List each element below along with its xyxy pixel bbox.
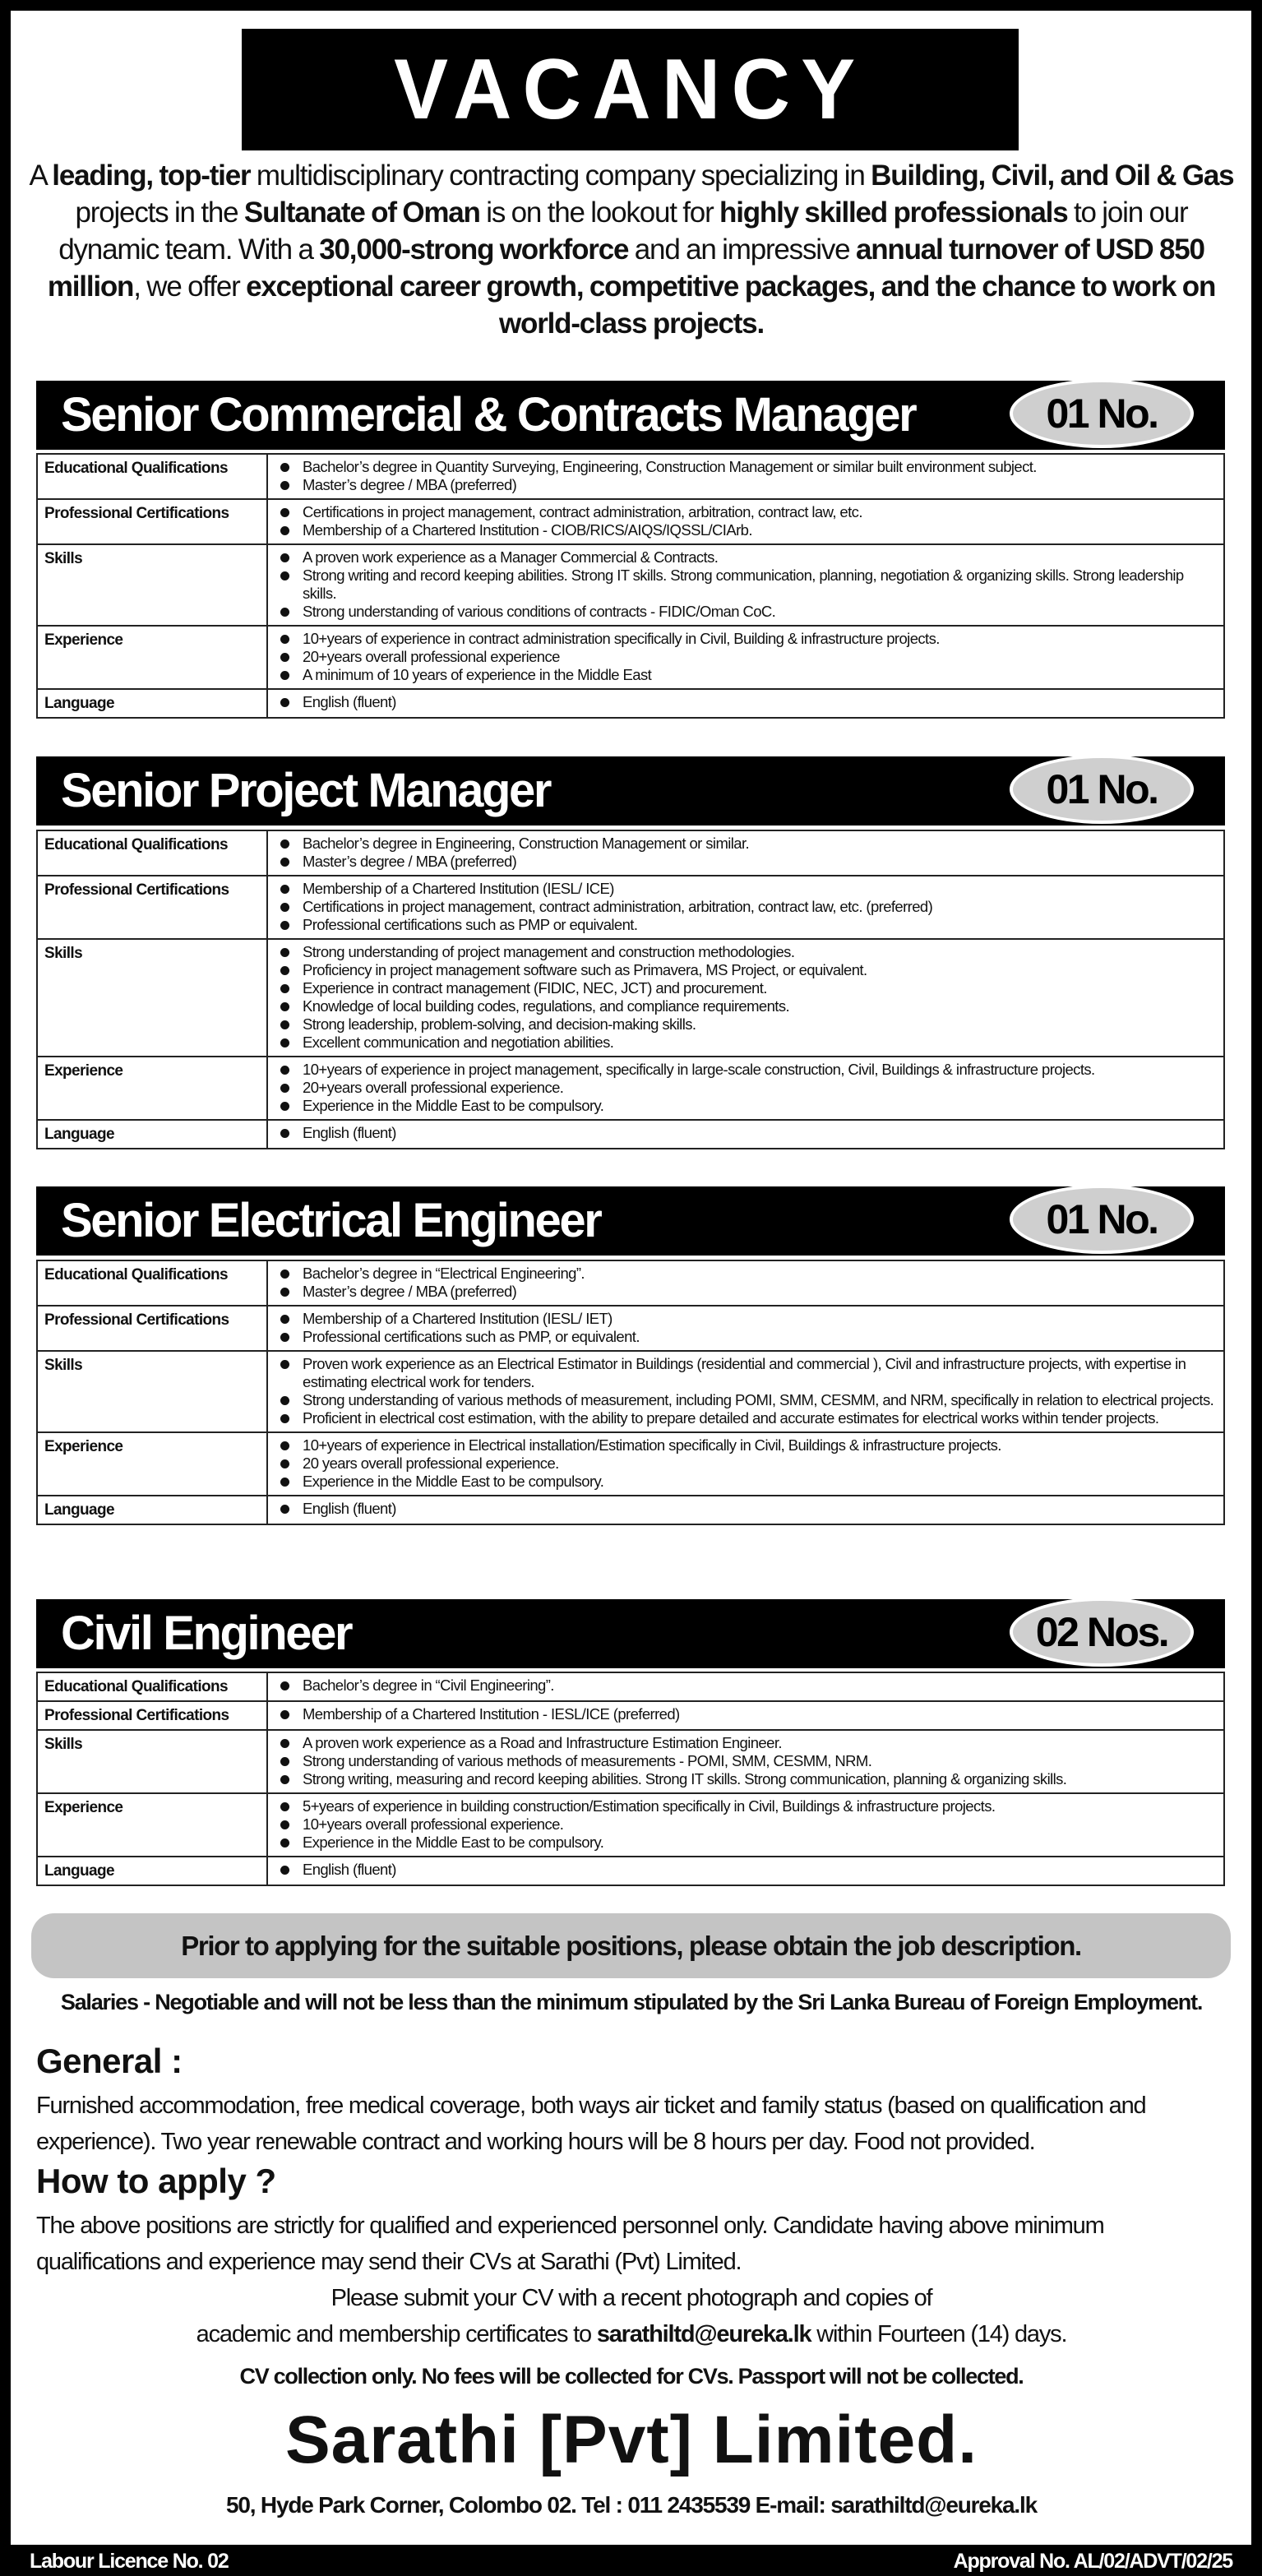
- requirement-content: [267, 1120, 1224, 1149]
- list-item: Membership of a Chartered Institution (IESL/ IET): [303, 1310, 1217, 1328]
- requirement-label: Language: [37, 689, 267, 718]
- list-item: Professional certifications such as PMP or equivalent.: [303, 916, 1217, 934]
- list-item: Experience in the Middle East to be compulsory.: [303, 1097, 1217, 1115]
- list-item: English (fluent): [303, 1124, 1217, 1142]
- list-item: Master’s degree / MBA (preferred): [303, 853, 1217, 871]
- list-item: A minimum of 10 years of experience in the Middle East: [303, 666, 1217, 684]
- intro-highlight: exceptional career growth, competitive packages, and the chance to work on world-class projects.: [246, 271, 1216, 340]
- list-item: English (fluent): [303, 1500, 1217, 1518]
- requirement-list: [275, 835, 1217, 871]
- list-item: A proven work experience as a Road and Infrastructure Estimation Engineer.: [303, 1734, 1217, 1752]
- list-item: 10+years overall professional experience.: [303, 1815, 1217, 1834]
- requirement-list: [275, 1355, 1217, 1427]
- requirement-list: [275, 943, 1217, 1052]
- list-item: 20 years overall professional experience.: [303, 1454, 1217, 1473]
- list-item: Bachelor’s degree in “Civil Engineering”.: [303, 1676, 1217, 1695]
- list-item: Proficient in electrical cost estimation, with the ability to prepare detailed and accurate estimates for electrical works within tender projects.: [303, 1409, 1217, 1427]
- job-title: Senior Commercial & Contracts Manager: [61, 388, 916, 442]
- requirement-list: [275, 1310, 1217, 1346]
- list-item: Strong understanding of project management and construction methodologies.: [303, 943, 1217, 961]
- list-item: Membership of a Chartered Institution - IESL/ICE (preferred): [303, 1705, 1217, 1723]
- notice-text: Prior to applying for the suitable positions, please obtain the job description.: [181, 1930, 1081, 1961]
- table-row: [37, 876, 1224, 939]
- requirement-label: Educational Qualifications: [37, 830, 267, 876]
- requirement-content: [267, 1306, 1224, 1351]
- requirement-label: Professional Certifications: [37, 1306, 267, 1351]
- requirement-content: [267, 876, 1224, 939]
- requirement-content: [267, 830, 1224, 876]
- requirement-label: Experience: [37, 1793, 267, 1857]
- requirement-label: Experience: [37, 626, 267, 689]
- list-item: Professional certifications such as PMP, or equivalent.: [303, 1328, 1217, 1346]
- table-row: [37, 544, 1224, 626]
- table-row: [37, 1057, 1224, 1120]
- requirement-content: [267, 1496, 1224, 1524]
- requirement-content: [267, 1857, 1224, 1885]
- list-item: Bachelor’s degree in Engineering, Construction Management or similar.: [303, 835, 1217, 853]
- intro-highlight: leading, top-tier: [52, 160, 251, 192]
- list-item: Certifications in project management, contract administration, arbitration, contract law, etc.: [303, 503, 1217, 521]
- requirement-list: [275, 458, 1217, 494]
- table-row: [37, 689, 1224, 718]
- table-row: [37, 1432, 1224, 1496]
- vacancy-title: VACANCY: [394, 41, 867, 137]
- intro-highlight: annual turnover of USD 850 million: [47, 234, 1204, 303]
- job-title: Senior Project Manager: [61, 764, 551, 817]
- intro-text: to join our dynamic team. With a: [58, 197, 1188, 266]
- requirement-list: [275, 1500, 1217, 1518]
- list-item: Strong understanding of various methods of measurement, including POMI, SMM, CESMM, and NRM, specifically in relation to electrical projects.: [303, 1391, 1217, 1409]
- requirement-content: [267, 1057, 1224, 1120]
- requirement-content: [267, 1793, 1224, 1857]
- intro-paragraph: [27, 157, 1236, 342]
- list-item: Proven work experience as an Electrical Estimator in Buildings (residential and commercial ), Civil and infrastructure projects, with expertise in estimating electrical work for tenders.: [303, 1355, 1217, 1391]
- requirement-content: [267, 1701, 1224, 1730]
- list-item: Knowledge of local building codes, regulations, and compliance requirements.: [303, 997, 1217, 1015]
- job-requirements-table: [36, 453, 1225, 719]
- requirement-label: Skills: [37, 939, 267, 1057]
- requirement-label: Skills: [37, 1351, 267, 1432]
- intro-text: projects in the: [75, 197, 244, 229]
- job-count-badge: 01 No.: [1010, 1185, 1194, 1254]
- requirement-label: Skills: [37, 544, 267, 626]
- list-item: Proficiency in project management software such as Primavera, MS Project, or equivalent.: [303, 961, 1217, 979]
- list-item: Master’s degree / MBA (preferred): [303, 1283, 1217, 1301]
- requirement-list: [275, 548, 1217, 621]
- list-item: Excellent communication and negotiation abilities.: [303, 1034, 1217, 1052]
- table-row: [37, 1306, 1224, 1351]
- list-item: Experience in the Middle East to be compulsory.: [303, 1473, 1217, 1491]
- submit-line-1: Please submit your CV with a recent photograph and copies of: [331, 2285, 932, 2311]
- list-item: Membership of a Chartered Institution (IESL/ ICE): [303, 880, 1217, 898]
- requirement-content: [267, 1351, 1224, 1432]
- requirement-content: [267, 544, 1224, 626]
- requirement-label: Professional Certifications: [37, 876, 267, 939]
- list-item: Strong understanding of various conditions of contracts - FIDIC/Oman CoC.: [303, 603, 1217, 621]
- requirement-label: Experience: [37, 1432, 267, 1496]
- labour-licence: Labour Licence No. 02: [30, 2550, 229, 2573]
- table-row: [37, 1120, 1224, 1149]
- requirement-list: [275, 1061, 1217, 1115]
- job-requirements-table: [36, 1260, 1225, 1525]
- requirement-list: [275, 503, 1217, 539]
- table-row: [37, 939, 1224, 1057]
- table-row: [37, 1730, 1224, 1793]
- approval-number: Approval No. AL/02/ADVT/02/25: [953, 2550, 1232, 2573]
- requirement-content: [267, 689, 1224, 718]
- requirement-label: Language: [37, 1496, 267, 1524]
- requirement-label: Language: [37, 1120, 267, 1149]
- requirement-list: [275, 880, 1217, 934]
- requirement-content: [267, 939, 1224, 1057]
- job-count-badge: 01 No.: [1010, 379, 1194, 448]
- cv-collection-note: CV collection only. No fees will be collected for CVs. Passport will not be collected.: [239, 2364, 1024, 2389]
- intro-highlight: Sultanate of Oman: [243, 197, 480, 229]
- list-item: Certifications in project management, contract administration, arbitration, contract law, etc. (preferred): [303, 898, 1217, 916]
- intro-text: is on the lookout for: [479, 197, 720, 229]
- list-item: Strong leadership, problem-solving, and decision-making skills.: [303, 1015, 1217, 1034]
- list-item: 20+years overall professional experience: [303, 648, 1217, 666]
- list-item: 5+years of experience in building construction/Estimation specifically in Civil, Buildings & infrastructure projects.: [303, 1797, 1217, 1815]
- salary-note: Salaries - Negotiable and will not be less than the minimum stipulated by the Sri Lanka Bureau of Foreign Employment.: [60, 1990, 1203, 2014]
- list-item: Bachelor’s degree in “Electrical Engineering”.: [303, 1265, 1217, 1283]
- requirement-label: Experience: [37, 1057, 267, 1120]
- list-item: 10+years of experience in Electrical installation/Estimation specifically in Civil, Buildings & infrastructure projects.: [303, 1436, 1217, 1454]
- table-row: [37, 830, 1224, 876]
- intro-text: and an impressive: [628, 234, 856, 266]
- requirement-label: Professional Certifications: [37, 1701, 267, 1730]
- requirement-list: [275, 1436, 1217, 1491]
- list-item: Strong understanding of various methods of measurements - POMI, SMM, CESMM, NRM.: [303, 1752, 1217, 1770]
- list-item: 20+years overall professional experience.: [303, 1079, 1217, 1097]
- requirement-label: Educational Qualifications: [37, 1260, 267, 1306]
- vacancy-header: [242, 29, 1019, 150]
- job-title: Civil Engineer: [61, 1607, 352, 1660]
- general-heading: General :: [36, 2042, 183, 2080]
- submit-line-2-suffix: within Fourteen (14) days.: [811, 2321, 1067, 2347]
- table-row: [37, 1351, 1224, 1432]
- company-address: 50, Hyde Park Corner, Colombo 02. Tel : 011 2435539 E-mail: sarathiltd@eureka.lk: [226, 2492, 1037, 2518]
- requirement-list: [275, 630, 1217, 684]
- list-item: Experience in contract management (FIDIC, NEC, JCT) and procurement.: [303, 979, 1217, 997]
- company-name: Sarathi [Pvt] Limited.: [284, 2403, 978, 2477]
- requirement-content: [267, 499, 1224, 544]
- job-header-senior-electrical-engineer: [36, 1186, 1225, 1256]
- intro-text: A: [29, 160, 53, 192]
- list-item: Experience in the Middle East to be compulsory.: [303, 1834, 1217, 1852]
- job-requirements-table: [36, 830, 1225, 1149]
- submit-instructions: [93, 2280, 1170, 2352]
- requirement-list: [275, 693, 1217, 711]
- list-item: 10+years of experience in contract administration specifically in Civil, Building & infrastructure projects.: [303, 630, 1217, 648]
- requirement-list: [275, 1734, 1217, 1788]
- list-item: Membership of a Chartered Institution - CIOB/RICS/AIQS/IQSSL/CIArb.: [303, 521, 1217, 539]
- job-requirements-table: [36, 1672, 1225, 1886]
- table-row: [37, 454, 1224, 499]
- requirement-label: Professional Certifications: [37, 499, 267, 544]
- requirement-content: [267, 1432, 1224, 1496]
- list-item: 10+years of experience in project management, specifically in large-scale construction, Civil, Buildings & infrastructure projects.: [303, 1061, 1217, 1079]
- list-item: A proven work experience as a Manager Commercial & Contracts.: [303, 548, 1217, 567]
- requirement-content: [267, 454, 1224, 499]
- list-item: Master’s degree / MBA (preferred): [303, 476, 1217, 494]
- job-header-civil-engineer: [36, 1599, 1225, 1668]
- list-item: English (fluent): [303, 693, 1217, 711]
- requirement-list: [275, 1265, 1217, 1301]
- table-row: [37, 1701, 1224, 1730]
- requirement-label: Language: [37, 1857, 267, 1885]
- job-count-badge: 01 No.: [1010, 755, 1194, 824]
- submit-email-link[interactable]: sarathiltd@eureka.lk: [596, 2321, 811, 2347]
- table-row: [37, 1496, 1224, 1524]
- requirement-list: [275, 1797, 1217, 1852]
- list-item: Strong writing and record keeping abilities. Strong IT skills. Strong communication, planning, negotiation & organizing skills. Strong leadership skills.: [303, 567, 1217, 603]
- requirement-content: [267, 626, 1224, 689]
- requirement-label: Educational Qualifications: [37, 454, 267, 499]
- list-item: English (fluent): [303, 1861, 1217, 1879]
- intro-highlight: 30,000-strong workforce: [319, 234, 629, 266]
- job-title: Senior Electrical Engineer: [61, 1194, 601, 1247]
- requirement-content: [267, 1730, 1224, 1793]
- how-to-apply-heading: How to apply ?: [36, 2162, 276, 2200]
- requirement-content: [267, 1672, 1224, 1701]
- requirement-label: Skills: [37, 1730, 267, 1793]
- submit-line-2-prefix: academic and membership certificates to: [196, 2321, 597, 2347]
- general-text: Furnished accommodation, free medical coverage, both ways air ticket and family status (based on qualification and experience). Two year renewable contract and working hours will be 8 hours per day. Food not provided.: [36, 2093, 1146, 2155]
- job-count-badge: 02 Nos.: [1010, 1598, 1194, 1667]
- advertisement-sheet: [11, 11, 1251, 2545]
- table-row: [37, 1672, 1224, 1701]
- requirement-label: Educational Qualifications: [37, 1672, 267, 1701]
- table-row: [37, 626, 1224, 689]
- table-row: [37, 499, 1224, 544]
- requirement-list: [275, 1676, 1217, 1695]
- list-item: Bachelor’s degree in Quantity Surveying, Engineering, Construction Management or similar built environment subject.: [303, 458, 1217, 476]
- table-row: [37, 1793, 1224, 1857]
- table-row: [37, 1260, 1224, 1306]
- intro-highlight: highly skilled professionals: [719, 197, 1068, 229]
- list-item: Strong writing, measuring and record keeping abilities. Strong IT skills. Strong communication, planning & organizing skills.: [303, 1770, 1217, 1788]
- intro-text: , we offer: [133, 271, 247, 303]
- requirement-list: [275, 1705, 1217, 1723]
- requirement-content: [267, 1260, 1224, 1306]
- job-header-senior-commercial-contracts-manager: [36, 381, 1225, 450]
- job-header-senior-project-manager: [36, 756, 1225, 826]
- intro-highlight: Building, Civil, and Oil & Gas: [871, 160, 1234, 192]
- intro-text: multidisciplinary contracting company specializing in: [250, 160, 871, 192]
- job-description-notice-banner: [31, 1913, 1231, 1978]
- requirement-list: [275, 1124, 1217, 1142]
- table-row: [37, 1857, 1224, 1885]
- requirement-list: [275, 1861, 1217, 1879]
- submit-line-2: [93, 2316, 1170, 2352]
- how-to-apply-text: The above positions are strictly for qualified and experienced personnel only. Candidate having above minimum qualifications and experience may send their CVs at Sarathi (Pvt) Limited.: [36, 2213, 1104, 2275]
